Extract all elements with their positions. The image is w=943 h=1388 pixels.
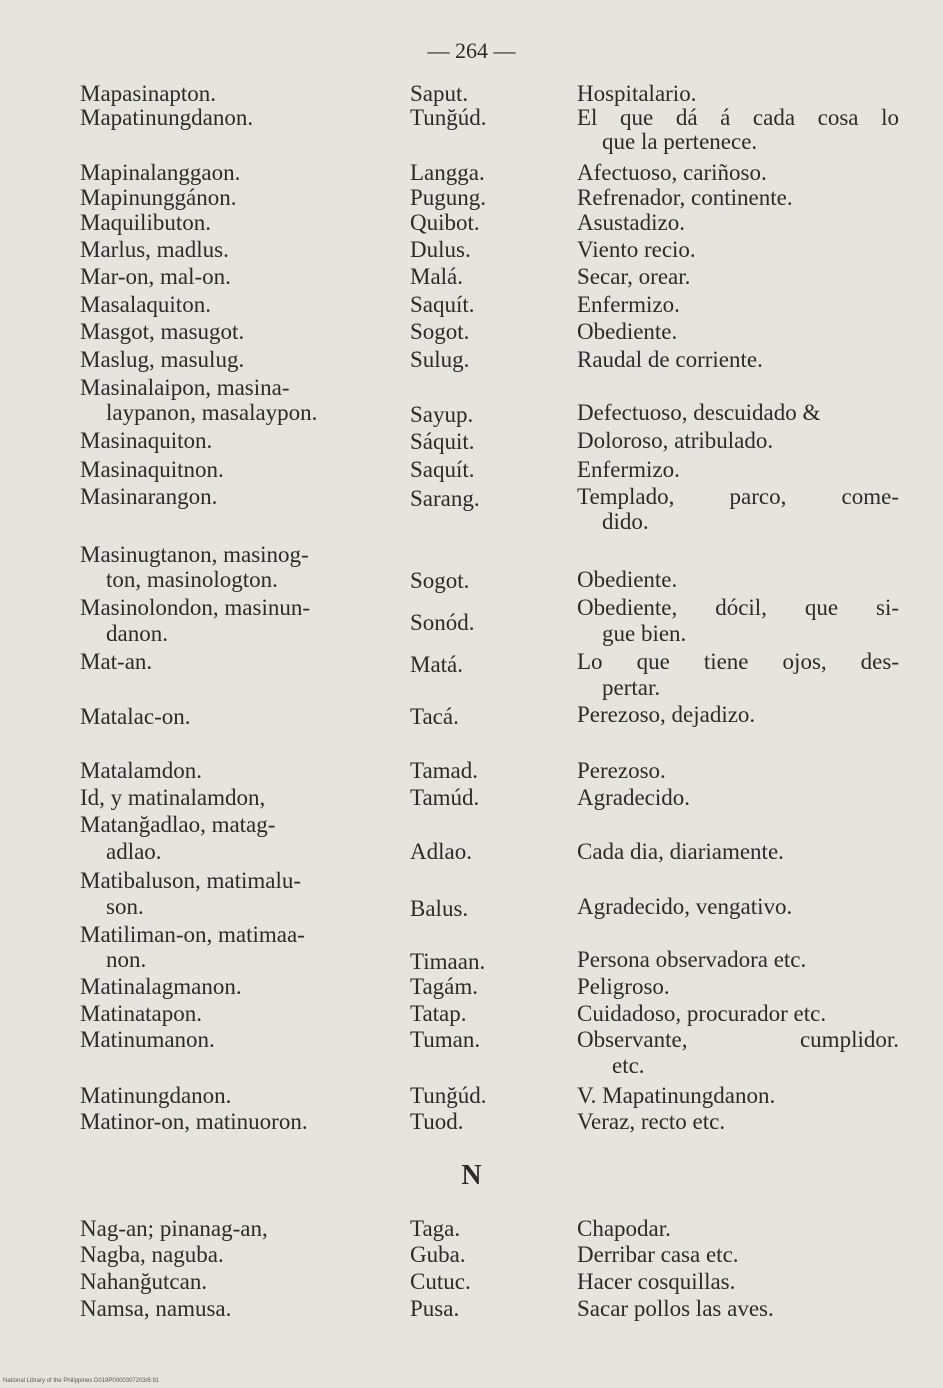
entry-meaning: Secar, orear. bbox=[577, 264, 691, 289]
entry-meaning: V. Mapatinungdanon. bbox=[577, 1083, 776, 1108]
entry-meaning: pertar. bbox=[602, 675, 661, 700]
entry-meaning: Observante, cumplidor. bbox=[577, 1027, 899, 1052]
entry-term: adlao. bbox=[106, 839, 162, 864]
entry-meaning: dido. bbox=[602, 509, 649, 534]
entry-root: Tagám. bbox=[410, 974, 479, 999]
entry-term: Masinarangon. bbox=[80, 484, 218, 509]
entry-term: son. bbox=[106, 894, 144, 919]
entry-root: Cutuc. bbox=[410, 1269, 471, 1294]
entry-term: Matinungdanon. bbox=[80, 1083, 232, 1108]
entry-root: Taga. bbox=[410, 1216, 461, 1241]
entry-root: Balus. bbox=[410, 896, 469, 921]
entry-meaning: Enfermizo. bbox=[577, 292, 680, 317]
entry-term: Namsa, namusa. bbox=[80, 1296, 232, 1321]
entry-term: Nagba, naguba. bbox=[80, 1242, 224, 1267]
section-letter-heading: N bbox=[461, 1160, 482, 1191]
library-footer: National Library of the Philippines D019P0000307203/6:91 bbox=[3, 1378, 160, 1384]
entry-root: Malá. bbox=[410, 264, 464, 289]
entry-term: Maquilibuton. bbox=[80, 210, 211, 235]
entry-root: Sarang. bbox=[410, 486, 480, 511]
entry-meaning: Agradecido. bbox=[577, 785, 691, 810]
entry-root: Tamúd. bbox=[410, 785, 480, 810]
entry-root: Sayup. bbox=[410, 402, 474, 427]
entry-meaning: Perezoso. bbox=[577, 758, 666, 783]
entry-meaning: Chapodar. bbox=[577, 1216, 671, 1241]
entry-term: Mat-an. bbox=[80, 649, 153, 674]
entry-meaning: Lo que tiene ojos, des- bbox=[577, 649, 899, 674]
entry-meaning: Refrenador, continente. bbox=[577, 185, 793, 210]
entry-meaning: Doloroso, atribulado. bbox=[577, 428, 774, 453]
entry-meaning: Peligroso. bbox=[577, 974, 670, 999]
entry-root: Tuod. bbox=[410, 1109, 464, 1134]
entry-meaning: etc. bbox=[612, 1053, 645, 1078]
entry-meaning: Cuidadoso, procurador etc. bbox=[577, 1001, 827, 1026]
entry-term: Nag-an; pinanag-an, bbox=[80, 1216, 268, 1241]
entry-term: Masinolondon, masinun- bbox=[80, 595, 310, 620]
entry-meaning: Hospitalario. bbox=[577, 81, 697, 106]
entry-root: Sogot. bbox=[410, 319, 470, 344]
entry-meaning: Viento recio. bbox=[577, 237, 696, 262]
entry-root: Tacá. bbox=[410, 704, 459, 729]
entry-meaning: Agradecido, vengativo. bbox=[577, 894, 793, 919]
entry-term: Matanğadlao, matag- bbox=[80, 812, 276, 837]
entry-term: ton, masinologton. bbox=[106, 567, 278, 592]
entry-term: Mapasinapton. bbox=[80, 81, 217, 106]
entry-term: Marlus, madlus. bbox=[80, 237, 229, 262]
entry-root: Sáquit. bbox=[410, 429, 475, 454]
entry-term: Matinalagmanon. bbox=[80, 974, 242, 999]
entry-meaning: Persona observadora etc. bbox=[577, 947, 807, 972]
entry-meaning: gue bien. bbox=[602, 621, 687, 646]
entry-root: Sulug. bbox=[410, 347, 470, 372]
entry-term: Id, y matinalamdon, bbox=[80, 785, 266, 810]
entry-meaning: Defectuoso, descuidado & bbox=[577, 400, 821, 425]
entry-term: Masinaquitnon. bbox=[80, 457, 224, 482]
entry-root: Dulus. bbox=[410, 237, 471, 262]
entry-root: Adlao. bbox=[410, 839, 472, 864]
entry-term: Matalac-on. bbox=[80, 704, 191, 729]
entry-meaning: Sacar pollos las aves. bbox=[577, 1296, 774, 1321]
entry-term: laypanon, masalaypon. bbox=[106, 400, 318, 425]
entry-root: Tuman. bbox=[410, 1027, 481, 1052]
entry-meaning: Perezoso, dejadizo. bbox=[577, 702, 756, 727]
entry-term: non. bbox=[106, 947, 147, 972]
entry-meaning: Raudal de corriente. bbox=[577, 347, 763, 372]
entry-term: Mapatinungdanon. bbox=[80, 105, 254, 130]
entry-root: Saquít. bbox=[410, 292, 475, 317]
entry-meaning: Asustadizo. bbox=[577, 210, 685, 235]
entry-root: Saquít. bbox=[410, 457, 475, 482]
entry-term: Matiliman-on, matimaa- bbox=[80, 922, 305, 947]
entry-meaning: Templado, parco, come- bbox=[577, 484, 899, 509]
entry-meaning: Obediente. bbox=[577, 319, 678, 344]
entry-term: Matinumanon. bbox=[80, 1027, 215, 1052]
entry-meaning: Obediente. bbox=[577, 567, 678, 592]
entry-meaning: Afectuoso, cariñoso. bbox=[577, 160, 767, 185]
entry-root: Sogot. bbox=[410, 568, 470, 593]
entry-term: Masgot, masugot. bbox=[80, 319, 245, 344]
entry-root: Tamad. bbox=[410, 758, 479, 783]
entry-term: Nahanğutcan. bbox=[80, 1269, 208, 1294]
entry-root: Sonód. bbox=[410, 610, 475, 635]
entry-term: Matibaluson, matimalu- bbox=[80, 868, 302, 893]
entry-meaning: El que dá á cada cosa lo bbox=[577, 105, 899, 130]
entry-root: Tatap. bbox=[410, 1001, 467, 1026]
entry-term: Matinor-on, matinuoron. bbox=[80, 1109, 308, 1134]
entry-root: Tunğúd. bbox=[410, 105, 487, 130]
entry-term: Masinaquiton. bbox=[80, 428, 213, 453]
entry-meaning: Derribar casa etc. bbox=[577, 1242, 739, 1267]
entry-term: Mapinunggánon. bbox=[80, 185, 237, 210]
entry-term: danon. bbox=[106, 621, 168, 646]
entry-term: Maslug, masulug. bbox=[80, 347, 245, 372]
entry-root: Tunğúd. bbox=[410, 1083, 487, 1108]
entry-term: Masinugtanon, masinog- bbox=[80, 542, 309, 567]
entry-root: Timaan. bbox=[410, 949, 486, 974]
entry-root: Pusa. bbox=[410, 1296, 460, 1321]
entry-term: Mapinalanggaon. bbox=[80, 160, 241, 185]
entry-meaning: que la pertenece. bbox=[602, 129, 758, 154]
entry-meaning: Cada dia, diariamente. bbox=[577, 839, 784, 864]
entry-root: Quibot. bbox=[410, 210, 480, 235]
entry-term: Masalaquiton. bbox=[80, 292, 211, 317]
entry-meaning: Enfermizo. bbox=[577, 457, 680, 482]
entry-term: Masinalaipon, masina- bbox=[80, 375, 290, 400]
page-number: — 264 — bbox=[427, 38, 516, 63]
entry-root: Guba. bbox=[410, 1242, 466, 1267]
entry-term: Mar-on, mal-on. bbox=[80, 264, 231, 289]
entry-term: Matinatapon. bbox=[80, 1001, 202, 1026]
entry-meaning: Veraz, recto etc. bbox=[577, 1109, 726, 1134]
entry-root: Langga. bbox=[410, 160, 485, 185]
entry-meaning: Obediente, dócil, que si- bbox=[577, 595, 899, 620]
entry-root: Saput. bbox=[410, 81, 469, 106]
entry-root: Matá. bbox=[410, 652, 464, 677]
entry-term: Matalamdon. bbox=[80, 758, 202, 783]
entry-root: Pugung. bbox=[410, 185, 487, 210]
entry-meaning: Hacer cosquillas. bbox=[577, 1269, 736, 1294]
